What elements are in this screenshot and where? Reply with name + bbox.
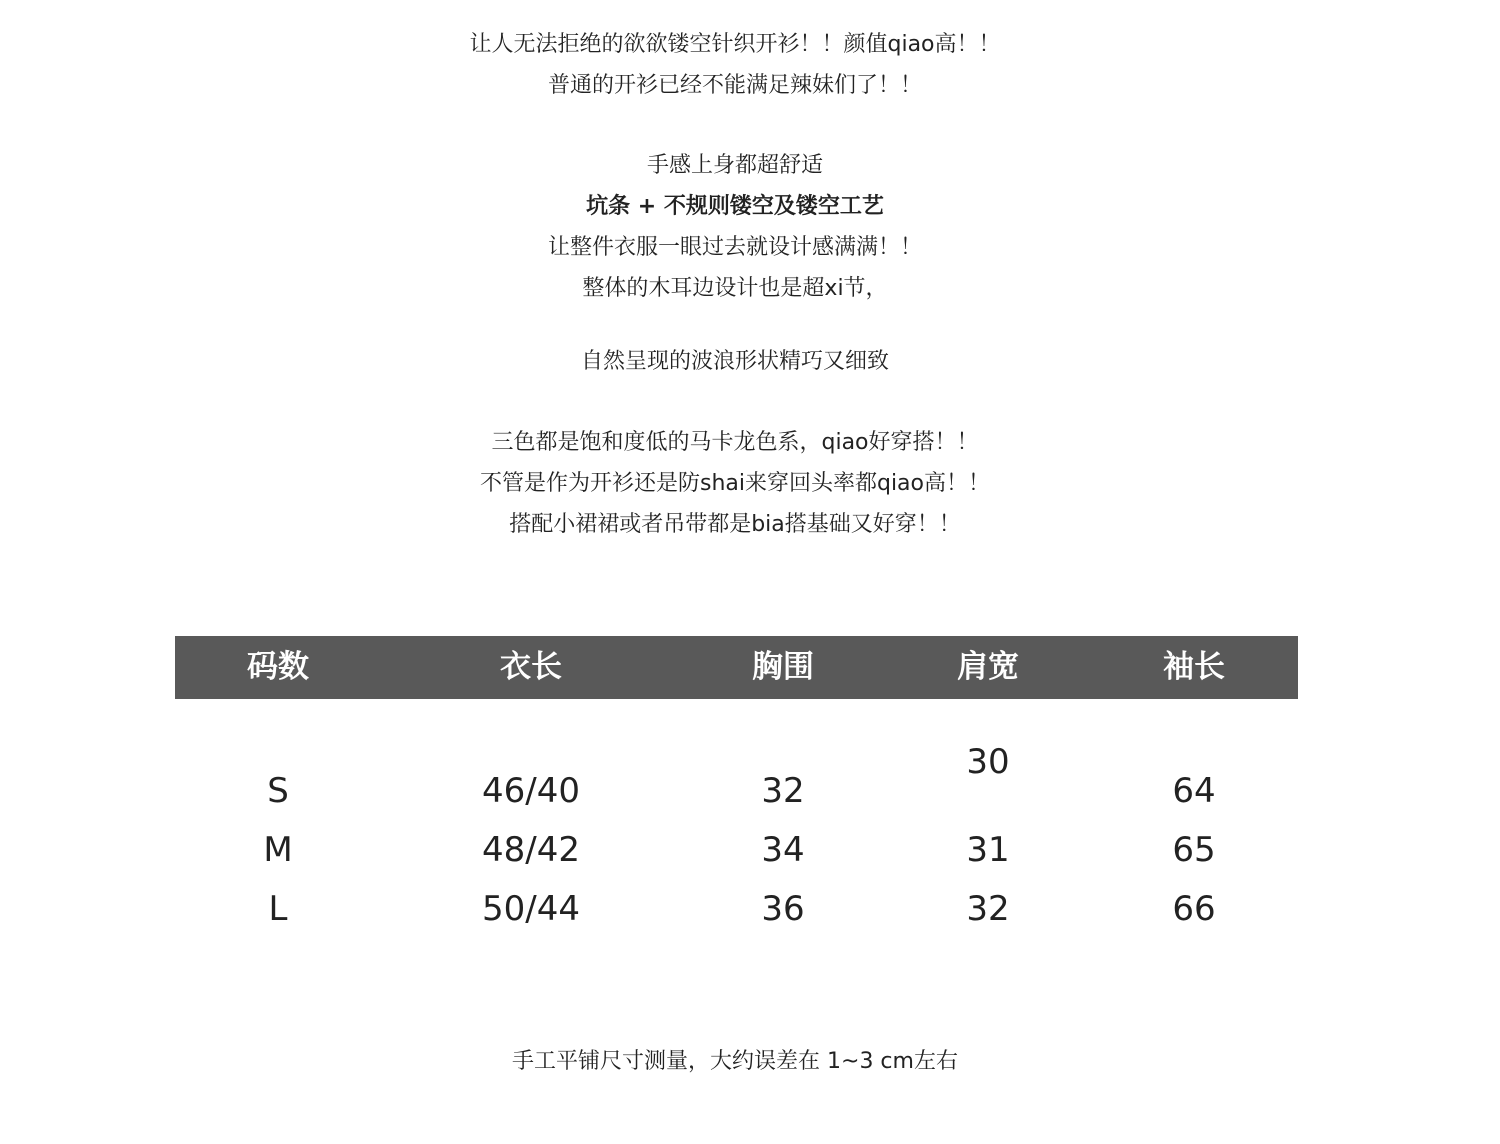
description-line: 让人无法拒绝的欲欲镂空针织开衫！！颜值qiao高！！ [469, 32, 1001, 57]
cell-length: 50/44 [482, 889, 580, 929]
cell-sleeve: 66 [1172, 889, 1216, 929]
description-line: 搭配小裙裙或者吊带都是bia搭基础又好穿！！ [509, 512, 961, 537]
description-line: 让整件衣服一眼过去就设计感满满！！ [547, 235, 922, 260]
header-sleeve: 袖长 [1163, 649, 1225, 685]
cell-bust: 36 [761, 889, 805, 929]
cell-shoulder: 32 [966, 889, 1010, 929]
cell-length: 46/40 [482, 771, 580, 811]
measurement-note: 手工平铺尺寸测量，大约误差在 1~3 cm左右 [512, 1049, 958, 1074]
description-line: 自然呈现的波浪形状精巧又细致 [580, 349, 889, 374]
cell-bust: 34 [761, 830, 805, 870]
cell-size: S [267, 771, 289, 811]
cell-size: L [268, 889, 288, 929]
description-line: 三色都是饱和度低的马卡龙色系，qiao好穿搭！！ [491, 430, 979, 455]
description-line: 整体的木耳边设计也是超xi节， [582, 276, 888, 301]
header-size: 码数 [247, 649, 309, 685]
description-line: 不管是作为开衫还是防shai来穿回头率都qiao高！！ [479, 471, 991, 496]
description-line: 普通的开衫已经不能满足辣妹们了！！ [547, 73, 922, 98]
cell-length: 48/42 [482, 830, 580, 870]
cell-sleeve: 65 [1172, 830, 1216, 870]
header-length: 衣长 [500, 649, 562, 685]
cell-sleeve: 64 [1172, 771, 1216, 811]
product-description [0, 24, 1470, 545]
size-table-header [175, 636, 1298, 699]
header-shoulder: 肩宽 [957, 649, 1019, 685]
cell-shoulder: 31 [966, 830, 1010, 870]
header-bust: 胸围 [752, 649, 814, 685]
description-line-bold: 坑条 + 不规则镂空及镂空工艺 [586, 194, 884, 219]
cell-bust: 32 [761, 771, 805, 811]
cell-size: M [263, 830, 293, 870]
description-line: 手感上身都超舒适 [646, 153, 823, 178]
cell-shoulder: 30 [966, 742, 1010, 782]
